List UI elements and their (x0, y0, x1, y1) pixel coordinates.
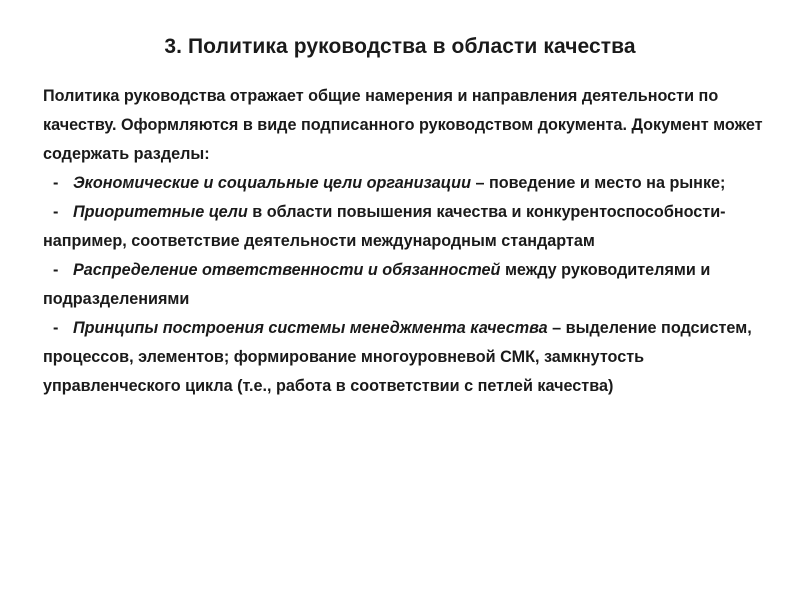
list-bullet: - (53, 174, 59, 192)
slide-title: 3. Политика руководства в области качества (164, 35, 636, 58)
list-item-economic-goals (43, 169, 763, 198)
list-item-priority-goals (43, 198, 763, 256)
list-item-text: – выделение подсистем, процессов, элементов; формирование многоуровневой СМК, замкнутость управленческого цикла (т.е., работа в соответствии с петлей качества) (43, 319, 752, 395)
list-item-emphasis: Принципы построения системы менеджмента качества (73, 319, 548, 337)
list-item-responsibility (43, 256, 763, 314)
list-item-text: – поведение и место на рынке; (470, 174, 726, 192)
list-bullet: - (53, 261, 59, 279)
list-item-text: между руководителями и подразделениями (43, 261, 711, 308)
list-item-qms-principles (43, 314, 763, 401)
list-item-text: в области повышения качества и конкурентоспособности- например, соответствие деятельности международным стандартам (43, 203, 726, 250)
list-item-emphasis: Распределение ответственности и обязанностей (73, 261, 501, 279)
list-bullet: - (53, 319, 59, 337)
list-item-emphasis: Приоритетные цели (73, 203, 248, 221)
list-bullet: - (53, 203, 59, 221)
slide-body (43, 82, 763, 401)
intro-paragraph: Политика руководства отражает общие намерения и направления деятельности по качеству. Оформляются в виде подписанного руководством документа. Документ может содержать разделы: (43, 87, 763, 163)
list-item-emphasis: Экономические и социальные цели организации (73, 174, 471, 192)
